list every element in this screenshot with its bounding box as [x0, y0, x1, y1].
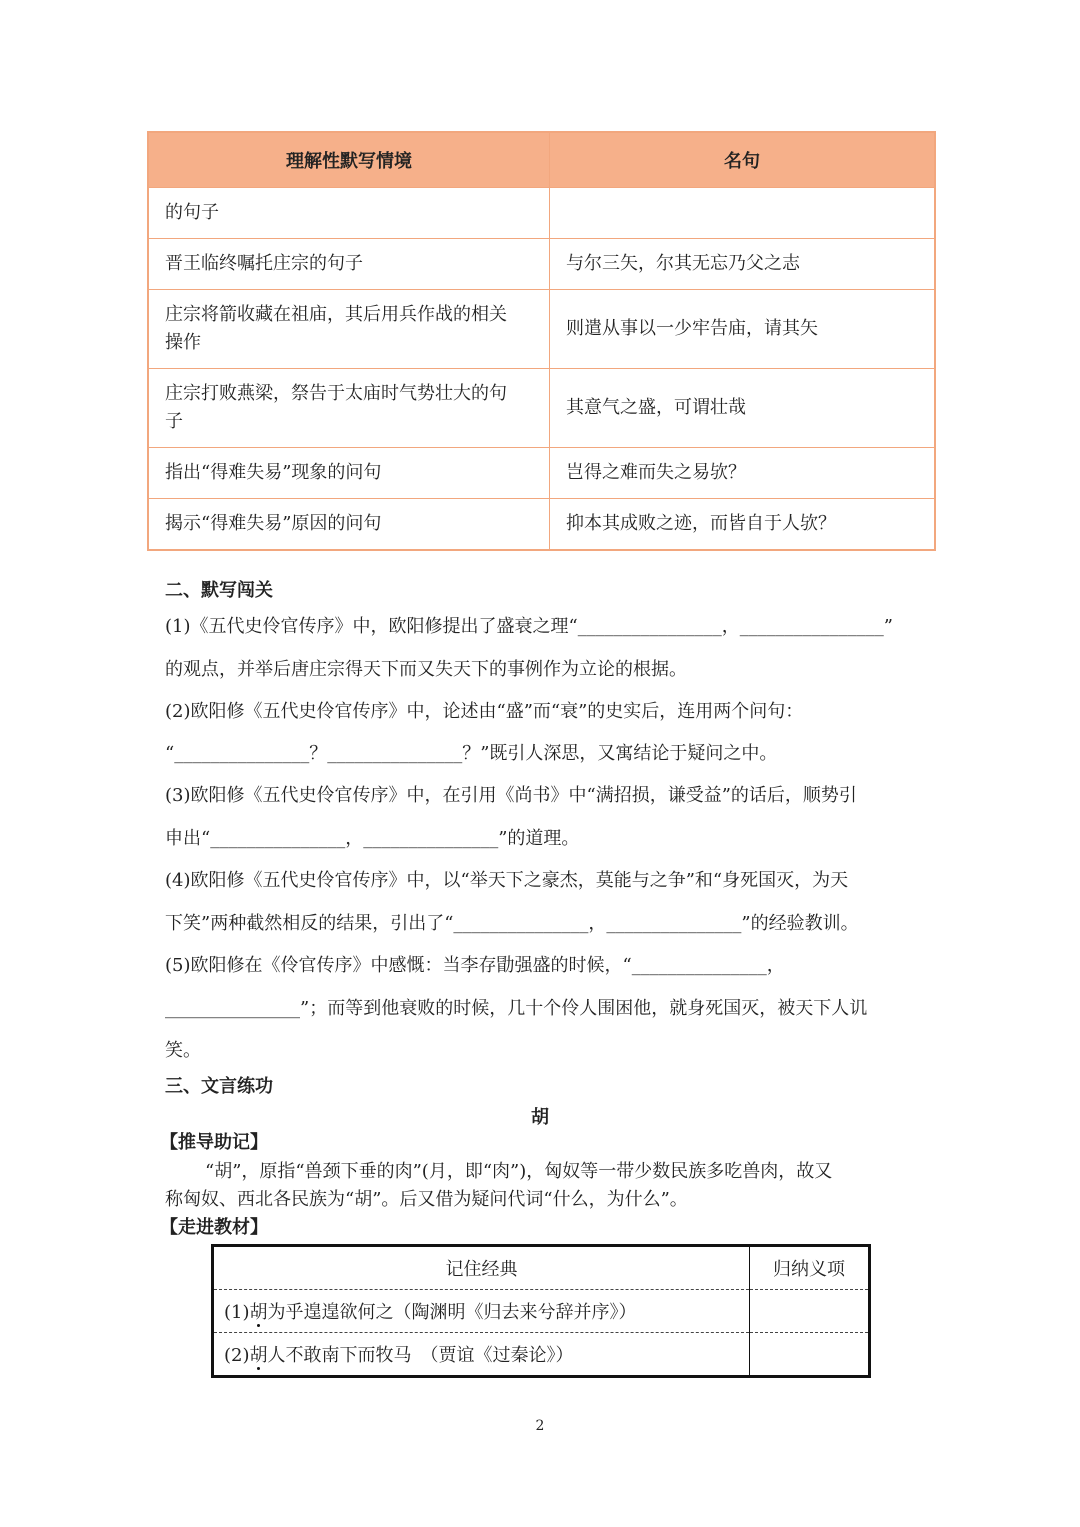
exercise-line: (5)欧阳修在《伶官传序》中感慨：当李存勖强盛的时候，“_______________， — [165, 955, 785, 976]
row-text: 为乎遑遑欲何之（陶渊明《归去来兮辞并序》） — [267, 1302, 637, 1323]
table-row — [148, 499, 935, 551]
tuidao-line: “胡”，原指“兽颈下垂的肉”(月，即“肉”)，匈奴等一带少数民族多吃兽肉，故又 — [205, 1161, 833, 1182]
table-cell: 与尔三矢，尔其无忘乃父之志 — [550, 239, 936, 290]
exercise-line: 下笑”两种截然相反的结果，引出了“_______________，_______________”的经验教训。 — [165, 913, 859, 934]
table-cell — [550, 188, 936, 239]
page-number: 2 — [535, 1418, 545, 1434]
table-cell — [213, 1333, 750, 1377]
cell-line: 操作 — [165, 332, 201, 353]
table-cell: 指出“得难失易”现象的问句 — [148, 448, 550, 499]
row-number: (2) — [224, 1345, 250, 1366]
table-row — [213, 1290, 870, 1333]
word-heading: 胡 — [531, 1107, 549, 1128]
table-header-row — [148, 132, 935, 188]
tuidao-line: 称匈奴、西北各民族为“胡”。后又借为疑问代词“什么，为什么”。 — [165, 1189, 688, 1210]
dotted-char: 胡 — [249, 1302, 268, 1323]
table-row — [148, 290, 935, 369]
meaning-cell — [750, 1333, 870, 1377]
table-row — [213, 1333, 870, 1377]
table-cell — [148, 369, 550, 448]
table-cell: 晋王临终嘱托庄宗的句子 — [148, 239, 550, 290]
textbook-table — [211, 1244, 871, 1378]
cell-line: 子 — [165, 411, 183, 432]
exercise-line: (3)欧阳修《五代史伶官传序》中，在引用《尚书》中“满招损，谦受益”的话后，顺势引 — [165, 785, 857, 806]
table-row — [148, 448, 935, 499]
exercise-line: 的观点，并举后唐庄宗得天下而又失天下的事例作为立论的根据。 — [165, 659, 687, 680]
table-header-row — [213, 1246, 870, 1290]
cell-line: 庄宗将箭收藏在祖庙，其后用兵作战的相关 — [165, 304, 507, 325]
table-cell: 的句子 — [148, 188, 550, 239]
table-cell: 其意气之盛，可谓壮哉 — [550, 369, 936, 448]
table-cell: 则遣从事以一少牢告庙，请其矢 — [550, 290, 936, 369]
table-cell — [213, 1290, 750, 1333]
exercise-line: 申出“_______________，_______________”的道理。 — [165, 828, 580, 849]
table-row — [148, 239, 935, 290]
exercise-line: (4)欧阳修《五代史伶官传序》中，以“举天下之豪杰，莫能与之争”和“身死国灭，为天 — [165, 870, 849, 891]
row-number: (1) — [224, 1302, 250, 1323]
cell-line: 庄宗打败燕梁，祭告于太庙时气势壮大的句 — [165, 383, 507, 404]
exercise-line: (2)欧阳修《五代史伶官传序》中，论述由“盛”而“衰”的史实后，连用两个问句： — [165, 701, 804, 722]
dotted-char: 胡 — [249, 1345, 268, 1366]
header-meaning: 归纳义项 — [750, 1246, 870, 1290]
table-cell: 抑本其成败之迹，而皆自于人欤？ — [550, 499, 936, 551]
table-cell: 揭示“得难失易”原因的问句 — [148, 499, 550, 551]
header-quote: 名句 — [550, 132, 936, 188]
exercise-line: “_______________？_______________？”既引人深思，又寓结论于疑问之中。 — [165, 743, 778, 764]
table-cell — [148, 290, 550, 369]
exercise-line: 笑。 — [165, 1040, 201, 1061]
table-cell: 岂得之难而失之易欤？ — [550, 448, 936, 499]
table-row — [148, 188, 935, 239]
table-row — [148, 369, 935, 448]
row-text: 人不敢南下而牧马 （贾谊《过秦论》） — [267, 1345, 574, 1366]
exercise-line: _______________”；而等到他衰败的时候，几十个伶人围困他，就身死国灭，被天下人讥 — [165, 998, 868, 1019]
zoujin-title: 【走进教材】 — [160, 1217, 268, 1238]
section3-title: 三、文言练功 — [165, 1076, 273, 1097]
exercise-line: (1)《五代史伶官传序》中，欧阳修提出了盛衰之理“________________，________________” — [165, 616, 893, 637]
header-classic: 记住经典 — [445, 1259, 518, 1280]
meaning-cell — [750, 1290, 870, 1333]
section2-title: 二、默写闯关 — [165, 580, 273, 601]
recitation-table — [147, 131, 936, 551]
tuidao-title: 【推导助记】 — [160, 1132, 268, 1153]
header-context: 理解性默写情境 — [148, 132, 550, 188]
